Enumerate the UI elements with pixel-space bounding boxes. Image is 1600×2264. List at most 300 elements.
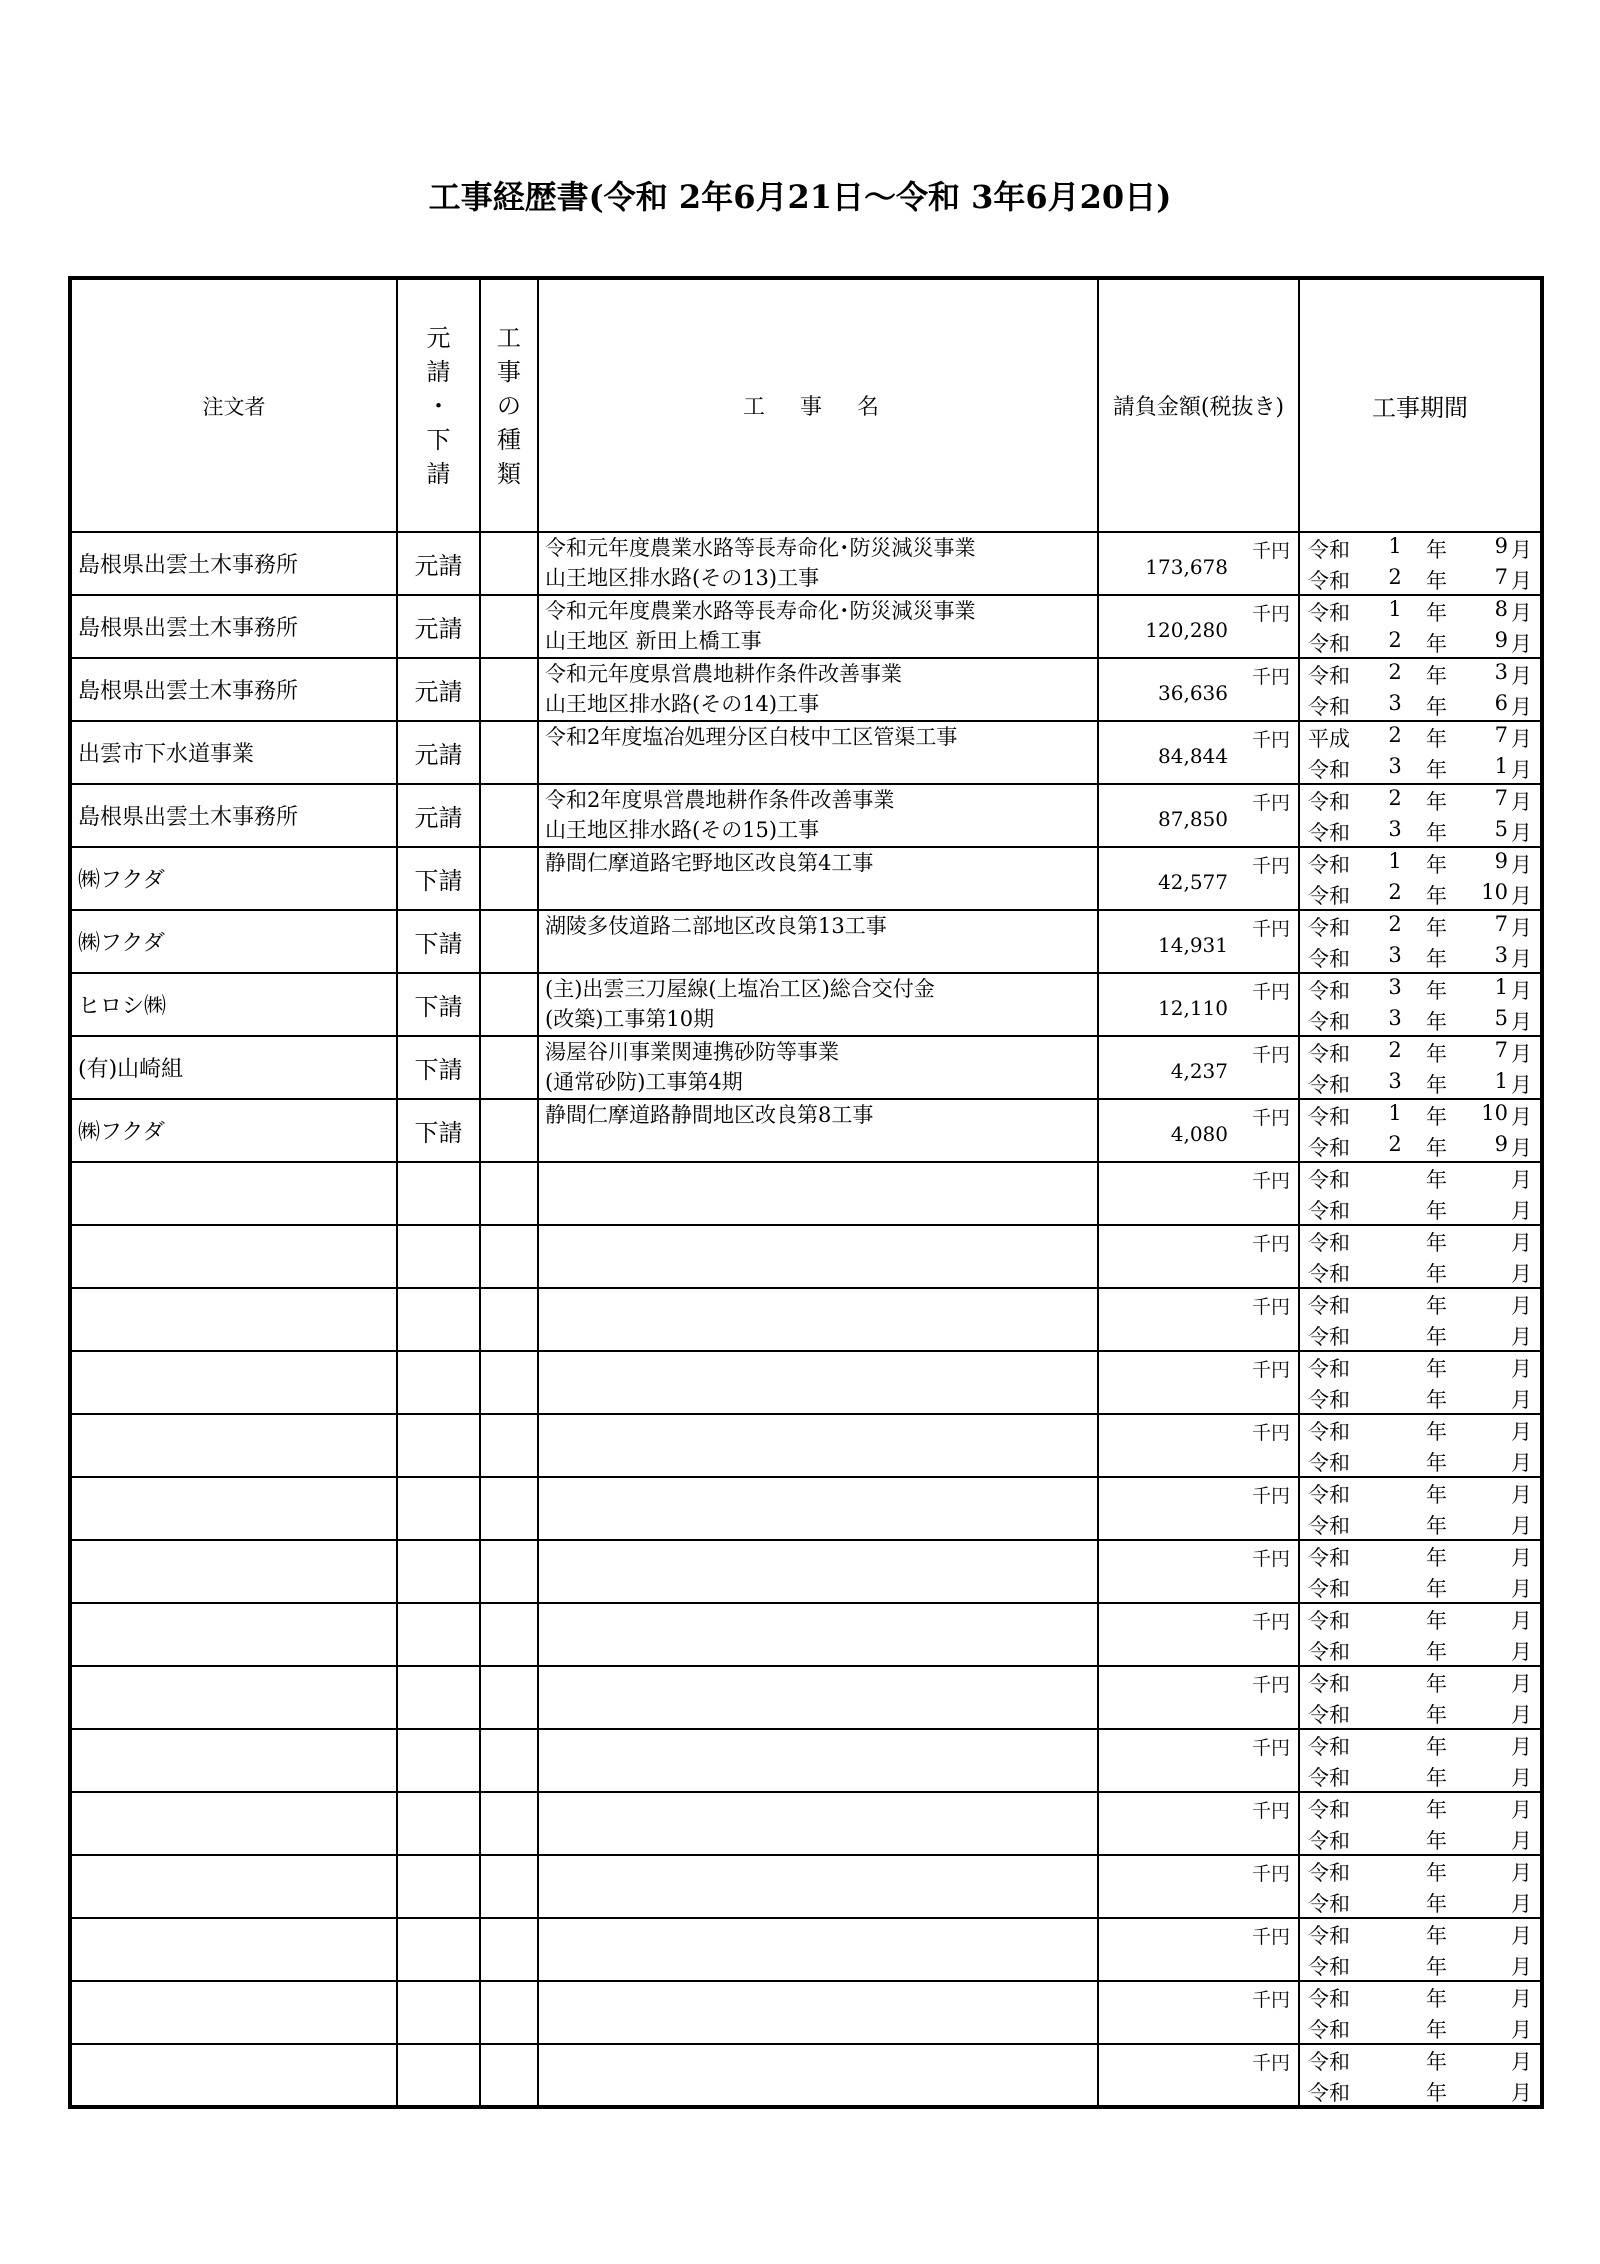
period-end bbox=[1308, 1447, 1532, 1477]
start-era: 令和 bbox=[1308, 1231, 1350, 1255]
period-end bbox=[1308, 1321, 1532, 1351]
end-era: 令和 bbox=[1308, 1262, 1350, 1286]
table-row bbox=[70, 1603, 1542, 1666]
amount-cell bbox=[1098, 1225, 1299, 1288]
start-month: 7 bbox=[1494, 1038, 1508, 1062]
start-year: 2 bbox=[1388, 723, 1402, 747]
period-cell bbox=[1299, 1918, 1542, 1981]
orderer-cell bbox=[70, 1729, 397, 1792]
header-work-type-char: 種 bbox=[497, 425, 521, 454]
end-month: 5 bbox=[1494, 1006, 1508, 1030]
nen-label: 年 bbox=[1426, 1199, 1447, 1223]
start-era: 令和 bbox=[1308, 979, 1350, 1003]
period-start bbox=[1308, 1164, 1532, 1194]
nen-label: 年 bbox=[1426, 979, 1447, 1003]
period-cell bbox=[1299, 1225, 1542, 1288]
tsuki-label: 月 bbox=[1511, 1672, 1532, 1696]
amount-value: 12,110 bbox=[1158, 996, 1228, 1020]
project-name-cell bbox=[538, 1099, 1098, 1162]
amount-unit: 千円 bbox=[1251, 540, 1290, 562]
tsuki-label: 月 bbox=[1511, 1609, 1532, 1633]
nen-label: 年 bbox=[1426, 2050, 1447, 2074]
nen-label: 年 bbox=[1426, 1577, 1447, 1601]
table-body bbox=[70, 532, 1542, 2107]
work-type-cell bbox=[480, 721, 538, 784]
period-cell bbox=[1299, 1162, 1542, 1225]
amount-cell bbox=[1098, 973, 1299, 1036]
work-type-cell bbox=[480, 973, 538, 1036]
period-end bbox=[1308, 1258, 1532, 1288]
amount-cell bbox=[1098, 1414, 1299, 1477]
nen-label: 年 bbox=[1426, 1420, 1447, 1444]
amount-cell bbox=[1098, 1792, 1299, 1855]
nen-label: 年 bbox=[1426, 1514, 1447, 1538]
work-type-cell bbox=[480, 1981, 538, 2044]
amount-unit: 千円 bbox=[1251, 603, 1290, 625]
period-end bbox=[1308, 1195, 1532, 1225]
period-cell bbox=[1299, 847, 1542, 910]
period-end bbox=[1308, 628, 1532, 658]
project-name-line1: 令和2年度県営農地耕作条件改善事業 bbox=[545, 788, 895, 812]
period-end bbox=[1308, 2014, 1532, 2044]
period-start bbox=[1308, 1353, 1532, 1383]
project-name-line1: 湖陵多伎道路二部地区改良第13工事 bbox=[545, 914, 887, 938]
project-name-line2: 山王地区排水路(その14)工事 bbox=[545, 692, 820, 716]
amount-unit: 千円 bbox=[1251, 1107, 1290, 1129]
table-row bbox=[70, 1981, 1542, 2044]
project-name-cell bbox=[538, 1477, 1098, 1540]
end-era: 令和 bbox=[1308, 695, 1350, 719]
period-start bbox=[1308, 1038, 1532, 1068]
project-name-line1: 令和元年度農業水路等長寿命化･防災減災事業 bbox=[545, 599, 976, 623]
work-type-cell bbox=[480, 1225, 538, 1288]
amount-cell bbox=[1098, 784, 1299, 847]
nen-label: 年 bbox=[1426, 1451, 1447, 1475]
contract-type-cell bbox=[397, 1603, 480, 1666]
amount-value: 120,280 bbox=[1145, 618, 1228, 642]
tsuki-label: 月 bbox=[1511, 2081, 1532, 2105]
end-month: 10 bbox=[1481, 880, 1508, 904]
end-era: 令和 bbox=[1308, 1703, 1350, 1727]
contract-type-cell: 下請 bbox=[397, 847, 480, 910]
period-end bbox=[1308, 1510, 1532, 1540]
contract-type-cell: 元請 bbox=[397, 595, 480, 658]
table-row bbox=[70, 532, 1542, 595]
contract-type-cell bbox=[397, 1288, 480, 1351]
orderer-cell bbox=[70, 1540, 397, 1603]
header-contract-type-char: 元 bbox=[426, 323, 451, 352]
period-cell bbox=[1299, 1351, 1542, 1414]
table-row bbox=[70, 1162, 1542, 1225]
end-era: 令和 bbox=[1308, 1640, 1350, 1664]
project-name-cell bbox=[538, 1288, 1098, 1351]
period-end bbox=[1308, 880, 1532, 910]
start-year: 1 bbox=[1388, 534, 1402, 558]
period-end bbox=[1308, 1132, 1532, 1162]
tsuki-label: 月 bbox=[1511, 947, 1532, 971]
tsuki-label: 月 bbox=[1511, 1451, 1532, 1475]
amount-unit: 千円 bbox=[1251, 1170, 1290, 1192]
nen-label: 年 bbox=[1426, 632, 1447, 656]
amount-cell bbox=[1098, 532, 1299, 595]
period-cell bbox=[1299, 784, 1542, 847]
period-start bbox=[1308, 1731, 1532, 1761]
amount-cell bbox=[1098, 1855, 1299, 1918]
project-name-cell bbox=[538, 532, 1098, 595]
period-cell bbox=[1299, 1855, 1542, 1918]
period-end bbox=[1308, 1573, 1532, 1603]
contract-type-cell: 元請 bbox=[397, 721, 480, 784]
construction-history-table bbox=[68, 276, 1544, 2109]
start-year: 1 bbox=[1388, 1101, 1402, 1125]
project-name-cell bbox=[538, 595, 1098, 658]
orderer-cell bbox=[70, 1288, 397, 1351]
end-era: 令和 bbox=[1308, 1451, 1350, 1475]
tsuki-label: 月 bbox=[1511, 1577, 1532, 1601]
project-name-cell bbox=[538, 658, 1098, 721]
amount-cell bbox=[1098, 1729, 1299, 1792]
amount-cell bbox=[1098, 1981, 1299, 2044]
contract-type-cell: 下請 bbox=[397, 973, 480, 1036]
orderer-cell bbox=[70, 1792, 397, 1855]
contract-type-cell bbox=[397, 1162, 480, 1225]
end-year: 2 bbox=[1388, 565, 1402, 589]
tsuki-label: 月 bbox=[1511, 1262, 1532, 1286]
start-era: 令和 bbox=[1308, 1420, 1350, 1444]
contract-type-cell bbox=[397, 1792, 480, 1855]
start-era: 令和 bbox=[1308, 2050, 1350, 2074]
amount-cell bbox=[1098, 910, 1299, 973]
work-type-cell bbox=[480, 847, 538, 910]
table-row bbox=[70, 1792, 1542, 1855]
amount-cell bbox=[1098, 1162, 1299, 1225]
amount-unit: 千円 bbox=[1251, 1359, 1290, 1381]
orderer-cell: ㈱フクダ bbox=[70, 1099, 397, 1162]
header-work-type-char: 工 bbox=[497, 323, 521, 352]
nen-label: 年 bbox=[1426, 1955, 1447, 1979]
project-name-cell bbox=[538, 1351, 1098, 1414]
table-row bbox=[70, 1288, 1542, 1351]
end-era: 令和 bbox=[1308, 758, 1350, 782]
amount-unit: 千円 bbox=[1251, 1800, 1290, 1822]
start-year: 2 bbox=[1388, 786, 1402, 810]
amount-unit: 千円 bbox=[1251, 981, 1290, 1003]
start-month: 9 bbox=[1494, 849, 1508, 873]
amount-unit: 千円 bbox=[1251, 1422, 1290, 1444]
orderer-cell: ヒロシ㈱ bbox=[70, 973, 397, 1036]
period-start bbox=[1308, 1542, 1532, 1572]
work-type-cell bbox=[480, 1603, 538, 1666]
amount-cell bbox=[1098, 1351, 1299, 1414]
nen-label: 年 bbox=[1426, 1892, 1447, 1916]
amount-value: 173,678 bbox=[1145, 555, 1228, 579]
orderer-cell bbox=[70, 1981, 397, 2044]
project-name-cell bbox=[538, 1729, 1098, 1792]
nen-label: 年 bbox=[1426, 2081, 1447, 2105]
project-name-cell bbox=[538, 1414, 1098, 1477]
tsuki-label: 月 bbox=[1511, 758, 1532, 782]
work-type-cell bbox=[480, 2044, 538, 2107]
work-type-cell bbox=[480, 532, 538, 595]
tsuki-label: 月 bbox=[1511, 2018, 1532, 2042]
end-era: 令和 bbox=[1308, 1577, 1350, 1601]
table-row bbox=[70, 910, 1542, 973]
start-year: 2 bbox=[1388, 1038, 1402, 1062]
orderer-cell bbox=[70, 1855, 397, 1918]
nen-label: 年 bbox=[1426, 790, 1447, 814]
work-type-cell bbox=[480, 595, 538, 658]
table-row bbox=[70, 1477, 1542, 1540]
period-cell bbox=[1299, 1540, 1542, 1603]
table-row bbox=[70, 1099, 1542, 1162]
work-type-cell bbox=[480, 910, 538, 973]
period-end bbox=[1308, 1069, 1532, 1099]
period-cell bbox=[1299, 658, 1542, 721]
contract-type-cell: 元請 bbox=[397, 532, 480, 595]
end-era: 令和 bbox=[1308, 2081, 1350, 2105]
nen-label: 年 bbox=[1426, 1325, 1447, 1349]
table-row bbox=[70, 658, 1542, 721]
work-type-cell bbox=[480, 1918, 538, 1981]
orderer-cell: 島根県出雲土木事務所 bbox=[70, 532, 397, 595]
amount-value: 42,577 bbox=[1158, 870, 1228, 894]
nen-label: 年 bbox=[1426, 821, 1447, 845]
start-era: 令和 bbox=[1308, 538, 1350, 562]
project-name-cell bbox=[538, 1792, 1098, 1855]
header-contract-type-char: ・ bbox=[426, 391, 451, 420]
start-year: 1 bbox=[1388, 849, 1402, 873]
start-era: 令和 bbox=[1308, 916, 1350, 940]
nen-label: 年 bbox=[1426, 1798, 1447, 1822]
nen-label: 年 bbox=[1426, 1861, 1447, 1885]
project-name-line2: (通常砂防)工事第4期 bbox=[545, 1070, 743, 1094]
amount-unit: 千円 bbox=[1251, 792, 1290, 814]
amount-cell bbox=[1098, 595, 1299, 658]
work-type-cell bbox=[480, 784, 538, 847]
nen-label: 年 bbox=[1426, 1609, 1447, 1633]
end-era: 令和 bbox=[1308, 2018, 1350, 2042]
project-name-line1: 静間仁摩道路宅野地区改良第4工事 bbox=[545, 851, 874, 875]
table-row bbox=[70, 1414, 1542, 1477]
tsuki-label: 月 bbox=[1511, 1924, 1532, 1948]
work-type-cell bbox=[480, 1540, 538, 1603]
start-month: 8 bbox=[1494, 597, 1508, 621]
table-row bbox=[70, 847, 1542, 910]
nen-label: 年 bbox=[1426, 1073, 1447, 1097]
project-name-line2: 山王地区排水路(その13)工事 bbox=[545, 566, 820, 590]
end-era: 令和 bbox=[1308, 1199, 1350, 1223]
project-name-cell bbox=[538, 1225, 1098, 1288]
period-end bbox=[1308, 1762, 1532, 1792]
header-work-type-char: 事 bbox=[497, 357, 521, 386]
work-type-cell bbox=[480, 1477, 538, 1540]
start-year: 1 bbox=[1388, 597, 1402, 621]
work-type-cell bbox=[480, 1099, 538, 1162]
end-era: 令和 bbox=[1308, 1514, 1350, 1538]
tsuki-label: 月 bbox=[1511, 569, 1532, 593]
tsuki-label: 月 bbox=[1511, 1892, 1532, 1916]
end-era: 令和 bbox=[1308, 947, 1350, 971]
nen-label: 年 bbox=[1426, 695, 1447, 719]
amount-unit: 千円 bbox=[1251, 1296, 1290, 1318]
tsuki-label: 月 bbox=[1511, 884, 1532, 908]
tsuki-label: 月 bbox=[1511, 1325, 1532, 1349]
contract-type-cell bbox=[397, 1540, 480, 1603]
table-row bbox=[70, 973, 1542, 1036]
end-month: 1 bbox=[1494, 754, 1508, 778]
table-row bbox=[70, 1540, 1542, 1603]
tsuki-label: 月 bbox=[1511, 1168, 1532, 1192]
end-year: 2 bbox=[1388, 880, 1402, 904]
start-era: 令和 bbox=[1308, 1735, 1350, 1759]
tsuki-label: 月 bbox=[1511, 1105, 1532, 1129]
contract-type-cell: 元請 bbox=[397, 658, 480, 721]
end-year: 3 bbox=[1388, 1006, 1402, 1030]
start-year: 2 bbox=[1388, 912, 1402, 936]
contract-type-cell bbox=[397, 1981, 480, 2044]
project-name-cell bbox=[538, 1918, 1098, 1981]
end-era: 令和 bbox=[1308, 1073, 1350, 1097]
end-month: 6 bbox=[1494, 691, 1508, 715]
period-start bbox=[1308, 534, 1532, 564]
project-name-cell bbox=[538, 721, 1098, 784]
amount-cell bbox=[1098, 1603, 1299, 1666]
start-era: 令和 bbox=[1308, 1168, 1350, 1192]
project-name-cell bbox=[538, 973, 1098, 1036]
orderer-cell bbox=[70, 1162, 397, 1225]
end-era: 令和 bbox=[1308, 1829, 1350, 1853]
period-end bbox=[1308, 1888, 1532, 1918]
orderer-cell: 島根県出雲土木事務所 bbox=[70, 784, 397, 847]
amount-value: 4,080 bbox=[1170, 1122, 1228, 1146]
amount-cell bbox=[1098, 721, 1299, 784]
end-era: 令和 bbox=[1308, 569, 1350, 593]
tsuki-label: 月 bbox=[1511, 1766, 1532, 1790]
period-end bbox=[1308, 1384, 1532, 1414]
table-row bbox=[70, 721, 1542, 784]
nen-label: 年 bbox=[1426, 884, 1447, 908]
start-month: 9 bbox=[1494, 534, 1508, 558]
tsuki-label: 月 bbox=[1511, 1987, 1532, 2011]
start-month: 3 bbox=[1494, 660, 1508, 684]
nen-label: 年 bbox=[1426, 664, 1447, 688]
start-month: 7 bbox=[1494, 723, 1508, 747]
header-orderer: 注文者 bbox=[70, 278, 397, 532]
end-year: 2 bbox=[1388, 628, 1402, 652]
project-name-cell bbox=[538, 1981, 1098, 2044]
nen-label: 年 bbox=[1426, 569, 1447, 593]
start-era: 令和 bbox=[1308, 1861, 1350, 1885]
tsuki-label: 月 bbox=[1511, 601, 1532, 625]
table-row bbox=[70, 1351, 1542, 1414]
start-era: 令和 bbox=[1308, 790, 1350, 814]
start-era: 令和 bbox=[1308, 664, 1350, 688]
work-type-cell bbox=[480, 1288, 538, 1351]
amount-unit: 千円 bbox=[1251, 1548, 1290, 1570]
work-type-cell bbox=[480, 1855, 538, 1918]
nen-label: 年 bbox=[1426, 1294, 1447, 1318]
amount-cell bbox=[1098, 1036, 1299, 1099]
start-era: 令和 bbox=[1308, 1357, 1350, 1381]
tsuki-label: 月 bbox=[1511, 664, 1532, 688]
nen-label: 年 bbox=[1426, 2018, 1447, 2042]
nen-label: 年 bbox=[1426, 947, 1447, 971]
amount-cell bbox=[1098, 1288, 1299, 1351]
period-start bbox=[1308, 1290, 1532, 1320]
period-start bbox=[1308, 660, 1532, 690]
tsuki-label: 月 bbox=[1511, 1357, 1532, 1381]
period-cell bbox=[1299, 1036, 1542, 1099]
orderer-cell: ㈱フクダ bbox=[70, 910, 397, 973]
orderer-cell bbox=[70, 1351, 397, 1414]
amount-unit: 千円 bbox=[1251, 855, 1290, 877]
start-era: 令和 bbox=[1308, 1798, 1350, 1822]
amount-cell bbox=[1098, 1666, 1299, 1729]
start-era: 令和 bbox=[1308, 1294, 1350, 1318]
tsuki-label: 月 bbox=[1511, 979, 1532, 1003]
tsuki-label: 月 bbox=[1511, 2050, 1532, 2074]
project-name-line1: 令和2年度塩冶処理分区白枝中工区管渠工事 bbox=[545, 725, 958, 749]
period-end bbox=[1308, 1636, 1532, 1666]
project-name-cell bbox=[538, 1603, 1098, 1666]
end-month: 7 bbox=[1494, 565, 1508, 589]
tsuki-label: 月 bbox=[1511, 727, 1532, 751]
tsuki-label: 月 bbox=[1511, 1546, 1532, 1570]
nen-label: 年 bbox=[1426, 1010, 1447, 1034]
tsuki-label: 月 bbox=[1511, 1829, 1532, 1853]
project-name-cell bbox=[538, 1666, 1098, 1729]
project-name-line1: 令和元年度農業水路等長寿命化･防災減災事業 bbox=[545, 536, 976, 560]
nen-label: 年 bbox=[1426, 1136, 1447, 1160]
tsuki-label: 月 bbox=[1511, 821, 1532, 845]
table-row bbox=[70, 1855, 1542, 1918]
header-amount: 請負金額(税抜き) bbox=[1098, 278, 1299, 532]
period-start bbox=[1308, 975, 1532, 1005]
contract-type-cell: 下請 bbox=[397, 910, 480, 973]
start-month: 1 bbox=[1494, 975, 1508, 999]
end-month: 5 bbox=[1494, 817, 1508, 841]
contract-type-cell bbox=[397, 1729, 480, 1792]
table-row bbox=[70, 1729, 1542, 1792]
contract-type-cell bbox=[397, 1666, 480, 1729]
end-era: 令和 bbox=[1308, 821, 1350, 845]
amount-unit: 千円 bbox=[1251, 2052, 1290, 2074]
amount-unit: 千円 bbox=[1251, 1233, 1290, 1255]
orderer-cell bbox=[70, 1414, 397, 1477]
table-row bbox=[70, 1918, 1542, 1981]
period-cell bbox=[1299, 1792, 1542, 1855]
header-work-type-char: の bbox=[497, 391, 521, 420]
period-start bbox=[1308, 849, 1532, 879]
nen-label: 年 bbox=[1426, 916, 1447, 940]
amount-unit: 千円 bbox=[1251, 918, 1290, 940]
start-month: 7 bbox=[1494, 912, 1508, 936]
project-name-cell bbox=[538, 1855, 1098, 1918]
amount-cell bbox=[1098, 847, 1299, 910]
period-cell bbox=[1299, 973, 1542, 1036]
table-row bbox=[70, 784, 1542, 847]
start-era: 令和 bbox=[1308, 1924, 1350, 1948]
end-month: 9 bbox=[1494, 628, 1508, 652]
period-start bbox=[1308, 1101, 1532, 1131]
tsuki-label: 月 bbox=[1511, 1420, 1532, 1444]
end-era: 令和 bbox=[1308, 1325, 1350, 1349]
nen-label: 年 bbox=[1426, 1357, 1447, 1381]
nen-label: 年 bbox=[1426, 1105, 1447, 1129]
period-end bbox=[1308, 691, 1532, 721]
tsuki-label: 月 bbox=[1511, 1640, 1532, 1664]
amount-unit: 千円 bbox=[1251, 1674, 1290, 1696]
